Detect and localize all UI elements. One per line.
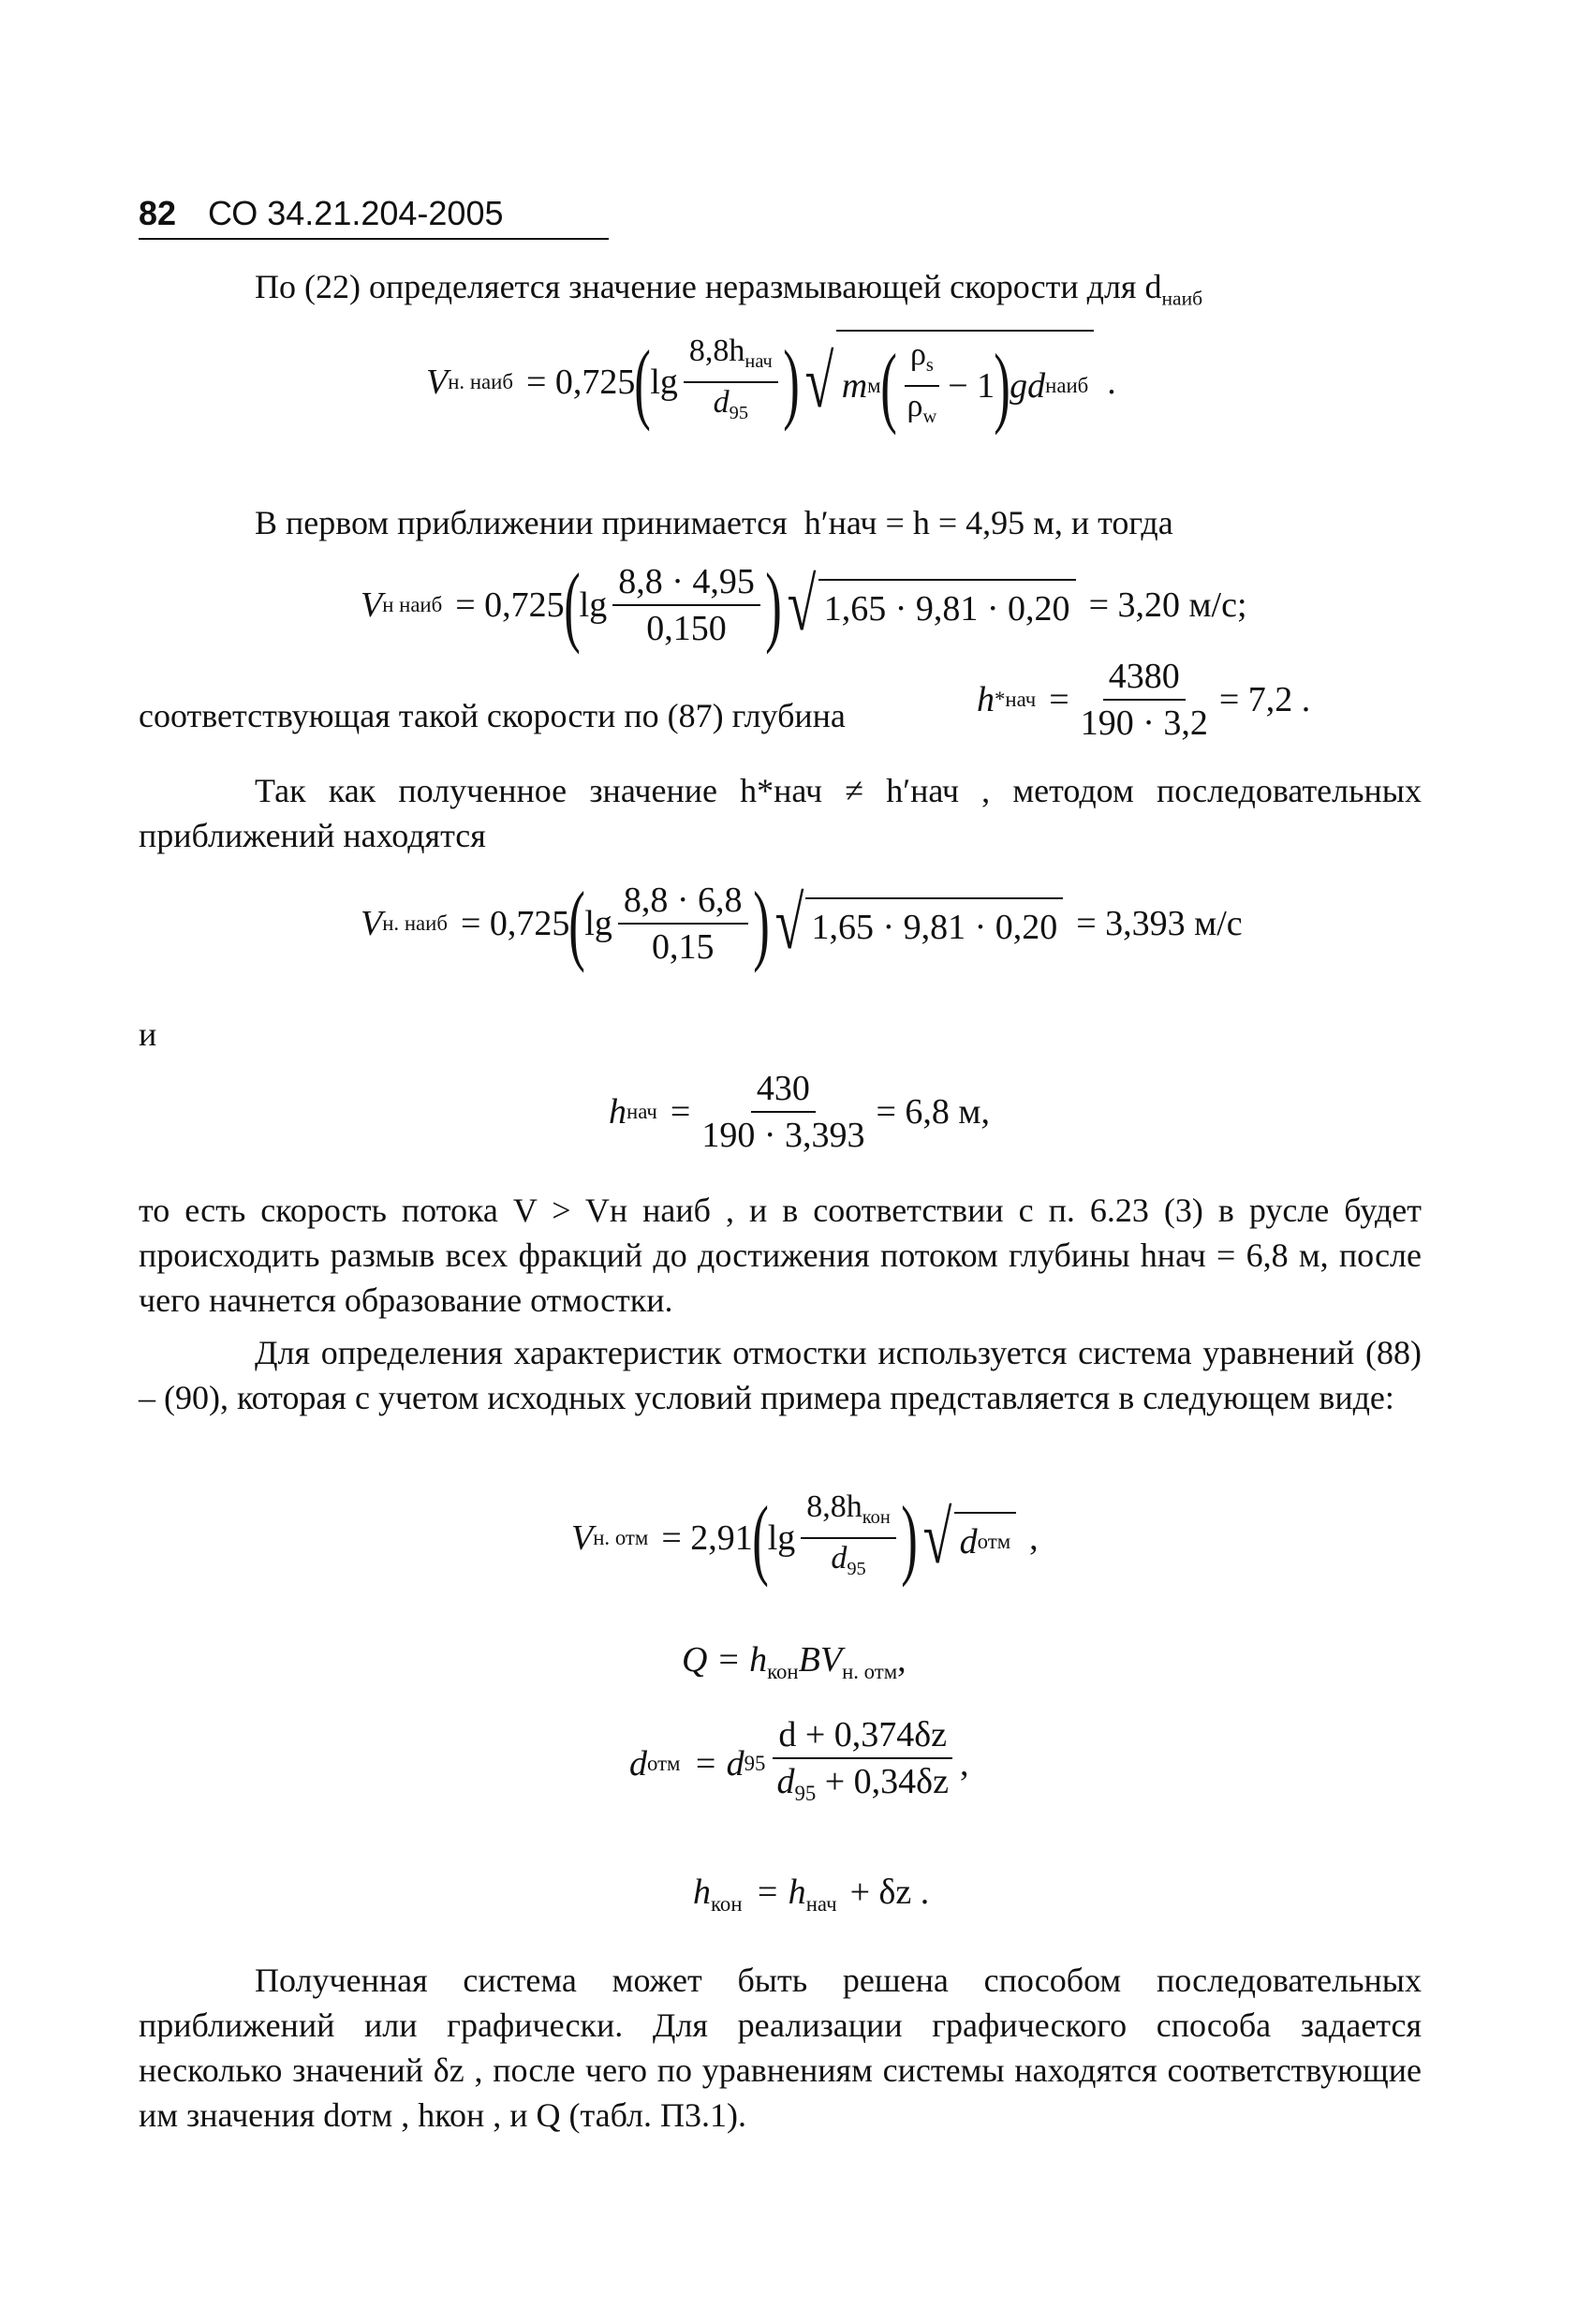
eq3-den: 190 · 3,2 <box>1080 703 1208 743</box>
eq4-lhs-sub: н. наиб <box>382 911 448 935</box>
eq6-root: d <box>959 1522 978 1562</box>
eq6-lhs: V <box>571 1518 594 1559</box>
eq7-end: , <box>897 1640 907 1680</box>
equation-velocity-second: V н. наиб = 0,725 ( lg $\frac{8,8 \cdot 6,8}{0,15}$ ) √ 1,65 · 9,81 · 0,20 = 3,393 м/с <box>361 873 1243 973</box>
paragraph-first-approx-lead: В первом приближении принимается <box>255 504 788 541</box>
eq1-num-sub: нач <box>744 351 773 373</box>
eq1-num: 8,8h <box>688 333 745 368</box>
eq2-lhs-sub: н наиб <box>382 593 443 616</box>
eq2-num: 8,8 · 4,95 <box>612 561 760 606</box>
eq6-den-sub: 95 <box>847 1559 866 1580</box>
eq1-coef: = 0,725 <box>525 363 636 403</box>
eq1-density-fraction <box>902 337 943 435</box>
equation-final-depth <box>693 1870 929 1927</box>
eq8-num: d + 0,374δz <box>773 1714 952 1759</box>
eq4-coef: = 0,725 <box>460 904 570 943</box>
paragraph-depth <box>139 693 846 738</box>
eq6-coef: = 2,91 <box>661 1518 753 1559</box>
eq4-lg: lg <box>584 904 612 943</box>
eq2-lg: lg <box>579 585 608 625</box>
paragraph-intro-sub: наиб <box>1161 287 1203 310</box>
eq8-eq-sub: 95 <box>744 1752 766 1776</box>
eq1-rho-s-sub: s <box>925 355 934 377</box>
equation-armor-diameter <box>629 1714 968 1814</box>
page-header <box>139 195 609 240</box>
eq9-eq: = h <box>755 1873 806 1912</box>
paragraph-and: и <box>139 1015 157 1053</box>
eq7-sub2: н. отм <box>842 1659 898 1683</box>
eq9-eq-sub: нач <box>805 1891 837 1916</box>
eq6-fraction <box>801 1489 895 1587</box>
eq9-lhs-sub: кон <box>711 1891 743 1916</box>
paragraph-intro-text: По (22) определяется значение неразмывающей скорости для d <box>255 268 1162 305</box>
equation-velocity-general: V н. наиб = 0,725 ( lg $\frac{8,8h_{нач}}{d_{95}}$ ) √ m м ( $\frac{\rho_s}{\rho_w}$ − 1 ) gd наиб . <box>426 330 1116 435</box>
eq6-den: d <box>831 1541 848 1576</box>
eq4-sqrt: √ 1,65 · 9,81 · 0,20 <box>769 886 1064 961</box>
eq9-lhs: h <box>693 1873 711 1912</box>
paragraph-iteration: Так как полученное значение h*нач ≠ h′нач , методом последовательных приближений находятся <box>139 772 1422 854</box>
paragraph-first-approx <box>139 500 1422 545</box>
eq6-end: , <box>1029 1518 1039 1559</box>
eq1-lg: lg <box>650 363 678 403</box>
eq2-coef: = 0,725 <box>455 585 565 625</box>
eq5-fraction <box>696 1068 870 1156</box>
eq3-lhs-sub: нач <box>1005 688 1037 711</box>
eq1-minus-one: − 1 <box>948 366 995 407</box>
eq8-fraction <box>771 1714 954 1814</box>
paragraph-system-intro: Для определения характеристик отмостки используется система уравнений (88) – (90), которая с учетом исходных условий примера представляется в следующем виде: <box>139 1334 1422 1416</box>
eq8-eq: = d <box>693 1744 744 1784</box>
eq6-num-sub: кон <box>862 1507 891 1529</box>
eq2-den: 0,150 <box>646 609 727 648</box>
eq1-m-sub: м <box>867 374 881 398</box>
eq4-root: 1,65 · 9,81 · 0,20 <box>805 897 1063 950</box>
eq1-gd: gd <box>1010 366 1046 407</box>
equation-velocity-armor: V н. отм = 2,91 ( lg $\frac{8,8h_{кон}}{d_{95}}$ ) √ d отм , <box>571 1488 1039 1589</box>
eq4-result: = 3,393 м/с <box>1076 904 1243 943</box>
eq6-root-sub: отм <box>977 1530 1011 1554</box>
eq2-result: = 3,20 м/с; <box>1088 585 1247 625</box>
eq1-den: d <box>713 385 730 421</box>
eq1-end: . <box>1107 363 1116 403</box>
eq1-lhs-sub: н. наиб <box>448 370 513 394</box>
eq1-rho-s: ρ <box>909 337 926 372</box>
eq1-lhs: V <box>426 363 449 403</box>
eq9-tail: + δz . <box>849 1873 930 1912</box>
eq6-num: 8,8h <box>806 1489 862 1524</box>
eq1-rho-w-sub: w <box>922 407 937 428</box>
eq6-lg: lg <box>767 1518 796 1559</box>
eq3-num: 4380 <box>1103 656 1186 701</box>
eq4-lhs: V <box>361 904 383 943</box>
eq2-lhs: V <box>361 585 383 625</box>
paragraph-solution: Полученная система может быть решена способом последовательных приближений или графически. Для реализации графического способа задается несколько значений δz , после чего по уравнениям системы находятся соответствующие им значения dотм , hкон , и Q (табл. П3.1). <box>139 1961 1422 2134</box>
document-code: СО 34.21.204-2005 <box>208 194 504 232</box>
eq1-m: m <box>841 366 868 407</box>
eq2-sqrt: √ 1,65 · 9,81 · 0,20 <box>781 568 1076 643</box>
eq5-num: 430 <box>751 1068 816 1113</box>
eq4-fraction <box>618 880 748 968</box>
eq4-den: 0,15 <box>651 927 715 967</box>
eq6-sqrt: √ d отм <box>917 1501 1016 1576</box>
eq8-den: d <box>776 1762 795 1801</box>
paragraph-depth-lead: соответствующая такой скорости по (87) глубина <box>139 697 846 734</box>
eq8-lhs: d <box>629 1744 647 1784</box>
eq1-rho-w: ρ <box>907 389 923 424</box>
eq4-num: 8,8 · 6,8 <box>618 880 748 925</box>
eq8-end: , <box>959 1744 969 1784</box>
eq1-gd-sub: наиб <box>1045 374 1089 398</box>
eq8-den-sub: 95 <box>794 1781 817 1805</box>
eq1-sqrt: √ m м ( $\frac{\rho_s}{\rho_w}$ − 1 ) gd наиб <box>799 330 1095 435</box>
eq7-sub1: кон <box>767 1659 799 1683</box>
eq5-lhs-sub: нач <box>626 1100 657 1123</box>
paragraph-erosion: то есть скорость потока V > Vн наиб , и в соответствии с п. 6.23 (3) в русле будет происходить размыв всех фракций до достижения потоком глубины hнач = 6,8 м, после чего начнется образование отмостки. <box>139 1192 1422 1319</box>
eq3-fraction <box>1075 656 1214 744</box>
eq2-root: 1,65 · 9,81 · 0,20 <box>818 579 1076 631</box>
eq8-den-tail: + 0,34δz <box>824 1762 949 1801</box>
page-number: 82 <box>139 194 177 232</box>
equation-discharge <box>682 1637 907 1695</box>
eq6-lhs-sub: н. отм <box>593 1526 649 1550</box>
equation-depth-first: h * нач = $\frac{4380}{190 \cdot 3,2}$ = 7,2 . <box>977 657 1311 743</box>
eq2-fraction <box>612 561 760 649</box>
eq3-result: = 7,2 . <box>1218 680 1311 719</box>
eq7-text: Q = h <box>682 1640 768 1680</box>
eq3-lhs: h <box>977 680 995 719</box>
eq1-den-sub: 95 <box>729 403 749 424</box>
eq5-result: = 6,8 м, <box>876 1092 990 1132</box>
eq5-den: 190 · 3,393 <box>701 1116 865 1155</box>
eq1-fraction <box>684 333 778 431</box>
paragraph-intro <box>139 264 1422 321</box>
eq8-lhs-sub: отм <box>647 1752 681 1776</box>
eq5-lhs: h <box>609 1092 626 1132</box>
paragraph-first-approx-expr: h′нач = h = 4,95 м, и тогда <box>803 504 1173 541</box>
eq7-mid: BV <box>798 1640 843 1680</box>
equation-velocity-first: V н наиб = 0,725 ( lg $\frac{8,8 \cdot 4,95}{0,150}$ ) √ 1,65 · 9,81 · 0,20 = 3,20 м/с; <box>361 555 1247 655</box>
equation-depth-second: h нач = $\frac{430}{190 \cdot 3,393}$ = 6,8 м, <box>609 1069 990 1155</box>
